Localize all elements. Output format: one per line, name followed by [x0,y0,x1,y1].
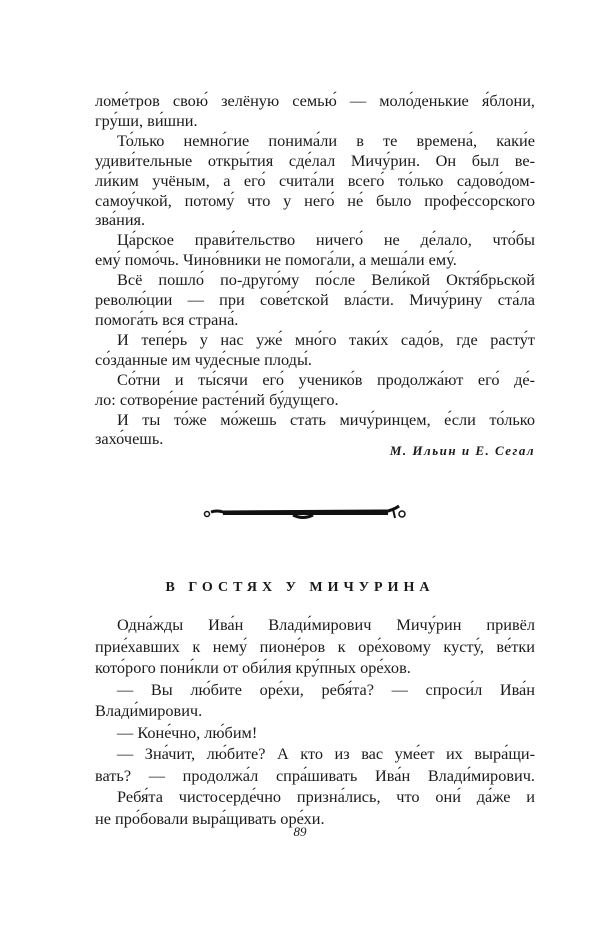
ornament-divider-icon [203,503,408,523]
text-line: гру́ши, ви́шни. [95,110,198,130]
text-line: Ребя́та чистосерде́чно призна́лись, что они́ да́же и [117,787,535,806]
text-line: ли́ким учёным, а его́ счита́ли всего́ то́лько садово́дом- [95,170,535,190]
text-line: револю́ции — при сове́тской вла́сти. Мичу́рину ста́ла [95,290,535,310]
text-line: Одна́жды Ива́н Влади́мирович Мичу́рин привёл [117,615,535,634]
text-line: самоу́чкой, потому́ что у него́ не́ было профе́ссорского [95,190,535,210]
text-line: ломе́тров свою́ зелёную семью́ — моло́денькие я́блони, [95,91,535,110]
text-line: И ты то́же мо́жешь стать мичу́ринцем, е́сли то́лько [117,409,535,429]
text-line: Влади́мирович. [95,701,203,720]
text-line: То́лько немно́гие понима́ли в те времена́, каки́е [117,130,535,150]
text-line: — Вы лю́бите оре́хи, ребя́та? — спроси́л Ива́н [117,679,535,699]
text-line: со́зданные им чуде́сные плоды́. [95,349,312,369]
story-text-block [95,614,535,829]
story-title: В ГОСТЯХ У МИЧУРИНА [165,580,435,595]
text-line: захо́чешь. [95,429,164,449]
story-text-block [95,91,535,449]
text-line: удиви́тельные откры́тия сде́лал Мичу́рин. Он был ве- [95,150,535,170]
text-line: ему́ помо́чь. Чино́вники не помога́ли, а меша́ли ему́. [95,250,457,270]
author-attribution: М. Ильин и Е. Сегал [389,443,535,458]
text-line: прие́хавших к нему́ пионе́ров к оре́ховому кусту́, ве́тки [95,636,535,656]
text-line: Со́тни и ты́сячи его́ ученико́в продолжа́ют его́ де́- [117,369,535,389]
text-line: ло: сотворе́ние расте́ний бу́дущего. [95,389,339,409]
page-number: 89 [293,824,307,839]
text-line: — Коне́чно, лю́бим! [117,722,258,742]
text-line: зва́ния. [95,210,146,230]
text-line: вать? — продолжа́л спра́шивать Ива́н Влади́мирович. [95,765,535,785]
text-line: не про́бовали выра́щивать оре́хи. [95,808,325,828]
text-line: И тепе́рь у нас уже́ мно́го таки́х садо́в, где расту́т [117,329,535,349]
text-line: помога́ть вся страна́. [95,309,239,329]
text-line: кото́рого пони́кли от оби́лия кру́пных оре́хов. [95,658,411,677]
text-line: Ца́рское прави́тельство ничего́ не де́лало, что́бы [117,230,535,250]
text-line: — Зна́чит, лю́бите? А кто из вас уме́ет их выра́щи- [117,744,535,763]
text-line: Всё пошло́ по-друго́му по́сле Вели́кой Октя́брьской [117,270,535,290]
